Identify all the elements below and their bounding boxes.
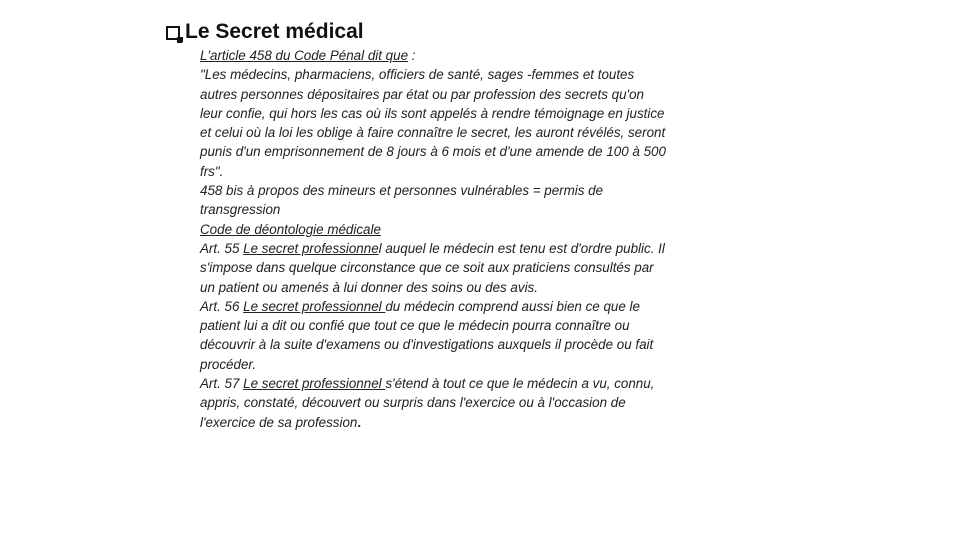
body-line [200,65,720,84]
body-line [200,413,720,432]
line-text: "Les médecins, pharmaciens, officiers de santé, sages -femmes et toutes [200,67,635,83]
line-text: transgression [200,202,281,218]
closing-period: . [357,414,362,430]
line-text: Art. 55 [200,240,244,256]
line-text: appris, constaté, découvert ou surpris dans l'exercice ou à l'occasion de [200,395,626,411]
line-text: procéder. [200,356,257,372]
line-text: s'impose dans quelque circonstance que ce soit aux praticiens consultés par [200,260,654,276]
body-line [200,220,720,239]
line-text: frs". [200,163,224,179]
underlined-text: Le secret professionnel [243,376,386,392]
line-text: Art. 57 [200,376,244,392]
body-line [200,162,720,181]
body-line [200,46,720,65]
underlined-text: Le secret professionne [243,240,379,256]
line-text: punis d'un emprisonnement de 8 jours à 6 mois et d'une amende de 100 à 500 [200,144,666,160]
line-text: et celui où la loi les oblige à faire connaître le secret, les auront révélés, seront [200,125,666,141]
line-text: Art. 56 [200,298,244,314]
body-line [200,374,720,393]
slide-title-text: Le Secret médical [185,20,364,43]
body-line [200,123,720,142]
slide-title [166,20,364,44]
line-text: s'étend à tout ce que le médecin a vu, connu, [385,376,655,392]
underlined-text: Le secret professionnel [243,298,386,314]
line-text: découvrir à la suite d'examens ou d'investigations auxquels il procède ou fait [200,337,654,353]
body-line [200,85,720,104]
body-line [200,297,720,316]
body-line [200,393,720,412]
line-text: autres personnes dépositaires par état ou par profession des secrets qu'on [200,86,644,102]
body-line [200,104,720,123]
body-line [200,316,720,335]
body-line [200,142,720,161]
underlined-text: L'article 458 du Code Pénal dit que [200,48,409,63]
line-text: l auquel le médecin est tenu est d'ordre public. Il [378,240,665,256]
line-text: 458 bis à propos des mineurs et personnes vulnérables = permis de [200,183,604,199]
line-text: l'exercice de sa profession [200,414,358,430]
body-line [200,200,720,219]
body-line [200,258,720,277]
line-text: leur confie, qui hors les cas où ils sont appelés à rendre témoignage en justice [200,105,665,121]
underlined-text: Code de déontologie médicale [200,221,381,237]
body-line [200,239,720,258]
body-line [200,181,720,200]
line-text: : [408,48,416,63]
body-line [200,355,720,374]
body-line [200,335,720,354]
slide-body-text [200,46,720,432]
body-line [200,278,720,297]
line-text: un patient ou amenés à lui donner des soins ou des avis. [200,279,538,295]
line-text: patient lui a dit ou confié que tout ce que le médecin pourra connaître ou [200,318,630,334]
checkbox-bullet-icon [166,26,180,40]
line-text: du médecin comprend aussi bien ce que le [385,298,640,314]
